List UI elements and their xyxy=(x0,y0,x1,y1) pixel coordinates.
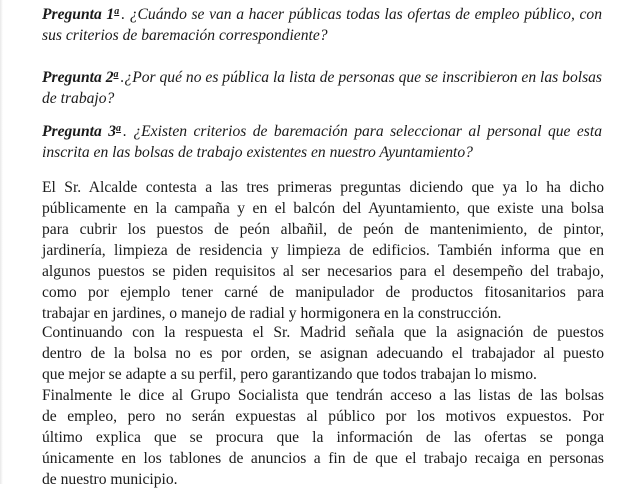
paragraph-line: de empleo, pero no serán expuestas al público por los motivos expuestos. Por xyxy=(42,408,604,425)
paragraph-line: algunos puestos se piden requisitos al ser necesarios para el desempeño del trabajo, xyxy=(42,263,604,280)
question-2-text: ¿Por qué no es pública la lista de personas que se inscribieron en las bolsas de trabajo? xyxy=(42,69,603,107)
question-1-ordinal: a xyxy=(114,6,120,17)
question-1-text: ¿Cuándo se van a hacer públicas todas las ofertas de empleo público, con sus criterios de baremación correspondiente? xyxy=(42,6,602,44)
paragraph-line: Continuando con la respuesta el Sr. Madrid señala que la asignación de puestos xyxy=(42,324,604,341)
question-3-label: Pregunta xyxy=(42,123,102,140)
question-2: Pregunta 2$^a$ .¿Por qué no es pública la lista de personas que se inscribieron en las bolsas de trabajo? xyxy=(42,69,603,107)
scan-edge-shadow xyxy=(0,0,3,484)
paragraph-line: de nuestro municipio. xyxy=(42,471,178,488)
paragraph-line: para cubrir los puestos de peón albañil, de peón de mantenimiento, de pintor, xyxy=(42,221,604,238)
paragraph-line: Finalmente le dice al Grupo Socialista que tendrán acceso a las listas de las bolsas xyxy=(42,387,604,404)
question-2-label: Pregunta xyxy=(42,69,102,86)
paragraph-line: jardinería, limpieza de residencia y limpieza de edificios. También informa que en xyxy=(42,242,604,259)
answer-paragraph-2 xyxy=(42,322,604,490)
question-2-ordinal: a xyxy=(113,69,119,80)
paragraph-line: que mejor se adapte a su perfil, pero garantizando que todos trabajan lo mismo. xyxy=(42,366,537,383)
paragraph-line: dentro de la bolsa no es por orden, se asignan adecuando el trabajador al puesto xyxy=(42,345,604,362)
answer-paragraph-1 xyxy=(42,177,604,324)
paragraph-line: únicamente en los tablones de anuncios a fin de que el trabajo recaiga en personas xyxy=(42,450,604,467)
paragraph-line: públicamente en la campaña y en el balcón del Ayuntamiento, que existe una bolsa xyxy=(42,200,604,217)
question-1: Pregunta 1$^a$ . ¿Cuándo se van a hacer públicas todas las ofertas de empleo público, con sus criterios de baremación correspondiente? xyxy=(42,6,602,44)
question-3-number: 3 xyxy=(108,123,117,140)
question-1-label: Pregunta xyxy=(42,6,102,23)
question-3-ordinal: a xyxy=(116,123,122,134)
paragraph-line: trabajar en jardines, o manejo de radial y hormigonera en la construcción. xyxy=(42,305,502,322)
question-3-text: ¿Existen criterios de baremación para seleccionar al personal que esta inscrita en las bolsas de trabajo existentes en nuestro Ayuntamiento? xyxy=(42,123,603,161)
question-1-number: 1 xyxy=(106,6,115,23)
paragraph-line: como por ejemplo tener carné de manipulador de productos fitosanitarios para xyxy=(42,284,604,301)
paragraph-line: último explica que se procura que la información de las ofertas se ponga xyxy=(42,429,604,446)
question-2-number: 2 xyxy=(105,69,114,86)
paragraph-line: El Sr. Alcalde contesta a las tres primeras preguntas diciendo que ya lo ha dicho xyxy=(42,179,604,196)
question-3: Pregunta 3$^a$ . ¿Existen criterios de baremación para seleccionar al personal que esta inscrita en las bolsas de trabajo existentes en nuestro Ayuntamiento? xyxy=(42,123,603,161)
